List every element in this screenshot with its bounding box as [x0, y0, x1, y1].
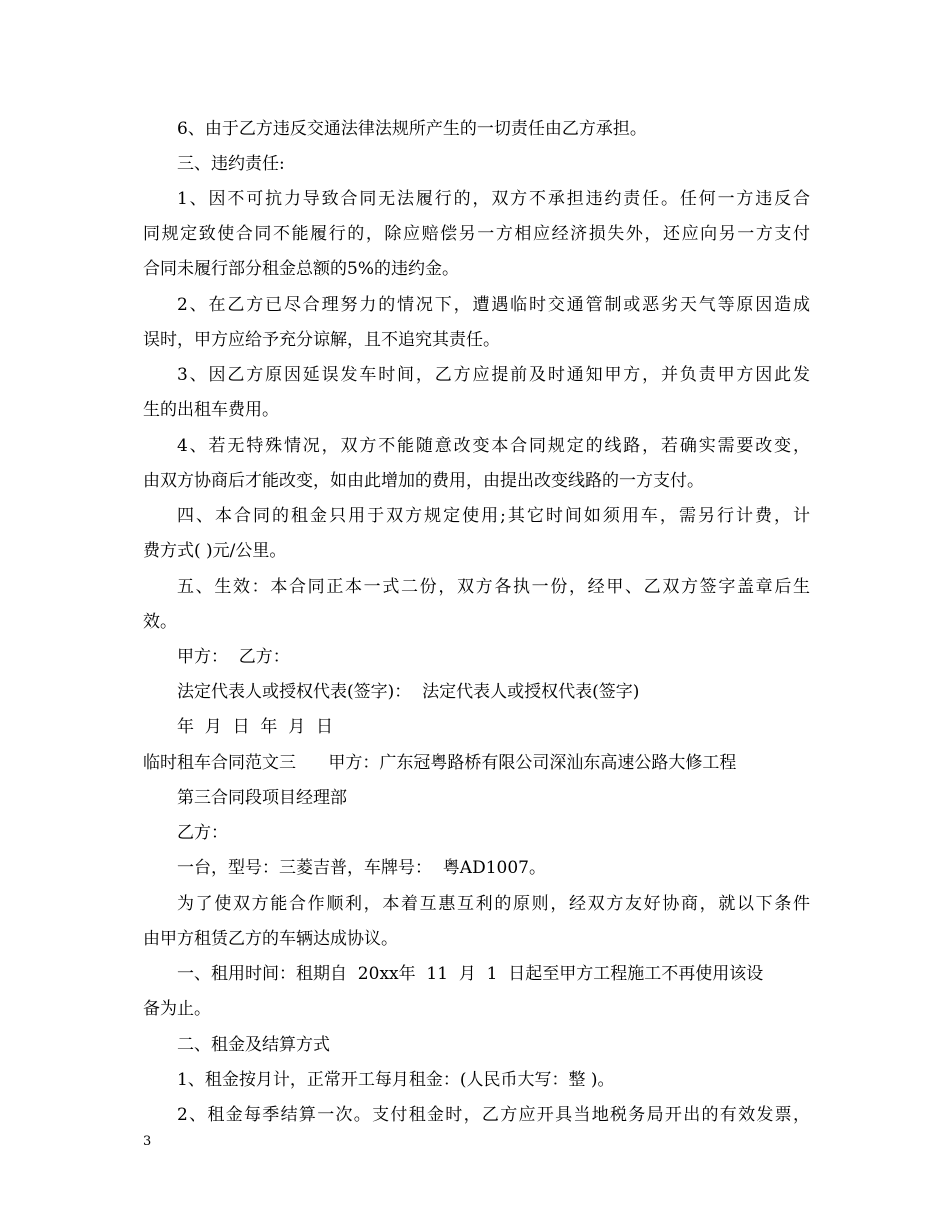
text-line: 1、因不可抗力导致合同无法履行的，双方不承担违约责任。任何一方违反合: [177, 189, 810, 209]
text-line: 乙方：: [177, 823, 228, 843]
text-line: 一、租用时间：租期自 20xx年 11 月 1 日起至甲方工程施工不再使用该设: [177, 964, 764, 984]
text-line: 五、生效：本合同正本一式二份，双方各执一份，经甲、乙双方签字盖章后生: [177, 577, 810, 597]
signature-date-line: 年 月 日 年 月 日: [177, 717, 334, 737]
signature-representative-line: 法定代表人或授权代表(签字)： 法定代表人或授权代表(签字): [177, 682, 640, 702]
text-line: 生的出租车费用。: [143, 400, 279, 420]
text-line: 四、本合同的租金只用于双方规定使用;其它时间如须用车，需另行计费，计: [177, 506, 810, 526]
section-heading: 三、违约责任:: [177, 154, 285, 174]
text-line: 合同未履行部分租金总额的5%的违约金。: [143, 259, 459, 279]
text-line: 一台，型号：三菱吉普，车牌号： 粤AD1007。: [177, 858, 546, 878]
text-line: 1、租金按月计，正常开工每月租金：(人民币大写：整 )。: [177, 1070, 615, 1090]
text-line: 备为止。: [143, 999, 211, 1019]
text-line: 效。: [143, 612, 177, 632]
text-line: 误时，甲方应给予充分谅解，且不追究其责任。: [143, 330, 500, 350]
text-line: 同规定致使合同不能履行的，除应赔偿另一方相应经济损失外，还应向另一方支付: [143, 224, 810, 244]
section-title-line: 临时租车合同范文三 甲方：广东冠粤路桥有限公司深汕东高速公路大修工程: [143, 753, 737, 773]
text-line: 2、在乙方已尽合理努力的情况下，遭遇临时交通管制或恶劣天气等原因造成: [177, 295, 810, 315]
section-heading: 二、租金及结算方式: [177, 1035, 330, 1055]
text-line: 4、若无特殊情况，双方不能随意改变本合同规定的线路，若确实需要改变，: [177, 436, 810, 456]
page-number: 3: [143, 1134, 152, 1149]
text-line: 第三合同段项目经理部: [177, 788, 347, 808]
text-line: 2、租金每季结算一次。支付租金时，乙方应开具当地税务局开出的有效发票，: [177, 1105, 810, 1125]
text-line: 为了使双方能合作顺利，本着互惠互利的原则，经双方友好协商，就以下条件: [177, 894, 810, 914]
text-line: 3、因乙方原因延误发车时间，乙方应提前及时通知甲方，并负责甲方因此发: [177, 365, 810, 385]
text-line: 6、由于乙方违反交通法律法规所产生的一切责任由乙方承担。: [177, 119, 647, 139]
text-line: 由甲方租赁乙方的车辆达成协议。: [143, 929, 398, 949]
text-line: 费方式( )元/公里。: [143, 541, 287, 561]
signature-party-line: 甲方： 乙方：: [177, 647, 290, 667]
text-line: 由双方协商后才能改变，如由此增加的费用，由提出改变线路的一方支付。: [143, 471, 704, 491]
